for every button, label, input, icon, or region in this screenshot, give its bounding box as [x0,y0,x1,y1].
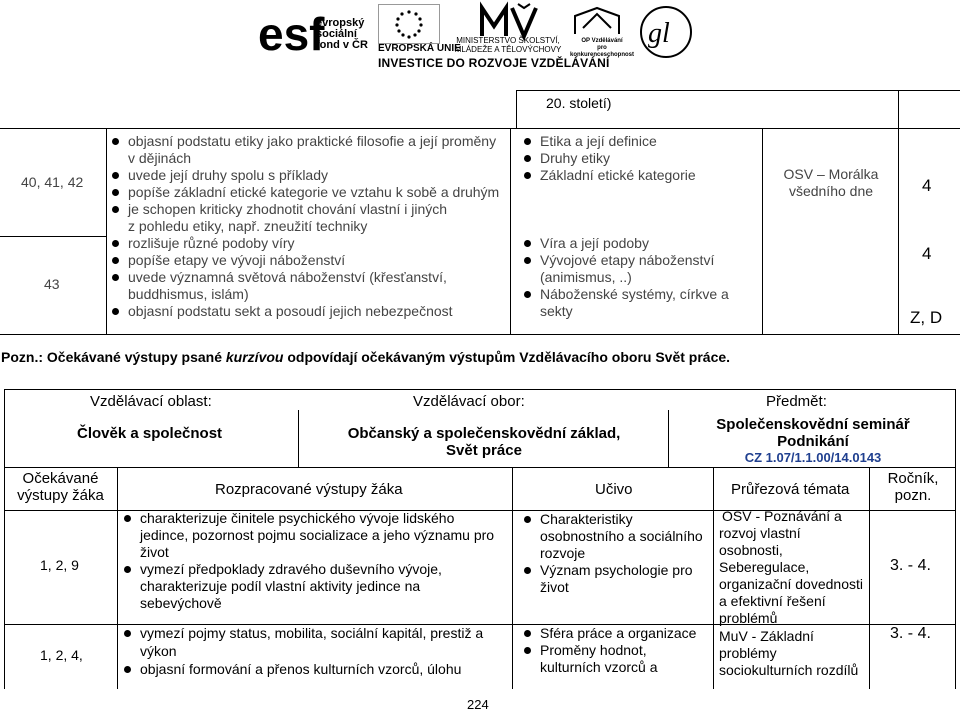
esf-text: evropský sociální fond v ČR [316,17,368,51]
list-item: z pohledu etiky, např. zneužití techniky [128,218,368,234]
area-label: Vzdělávací oblast: [90,393,212,410]
top-cell-text: 20. století) [546,95,612,111]
t2-row1-curriculum [520,511,703,596]
note: Pozn.: Očekávané výstupy psané kurzívou odpovídají očekávaným výstupům Vzdělávacího oboru Svět práce. [1,349,731,365]
t2-row2-curriculum [520,625,696,676]
col-curriculum: Učivo [595,481,633,498]
list-item: je schopen kriticky zhodnotit chování vlastní i jiných [108,201,499,218]
list-item: rozvoje [540,545,586,561]
list-item: sebevýchově [140,595,222,611]
row2-outputs-id: 43 [44,276,60,292]
list-item: výkon [140,643,177,659]
list-item: objasní podstatu etiky jako praktické filosofie a její proměny [108,133,499,150]
list-item: Vývojové etapy náboženství [520,252,729,269]
list-item: (animismus, ..) [540,269,632,285]
row1-cross: OSV – Morálka všedního dne [783,166,879,199]
subject-value: Společenskovědní seminář Podnikání CZ 1.07/1.1.00/14.0143 [716,416,910,465]
t2-row2-id: 1, 2, 4, [40,647,83,663]
op-logo-icon [567,4,627,40]
col-grade: Ročník, pozn. [887,470,939,504]
list-item: Základní etické kategorie [520,167,696,184]
list-item: Náboženské systémy, církve a [520,286,729,303]
eu-flag-icon [378,4,440,44]
op-text: OP Vzdělávání pro konkurenceschopnost [569,38,634,58]
col-cross: Průřezová témata [731,481,850,498]
msmt-text: MINISTERSTVO ŠKOLSTVÍ, MLÁDEŽE A TĚLOVÝCHOVY [454,36,562,54]
row2-hours: 4 [922,244,932,263]
list-item: Proměny hodnot, [520,642,696,659]
svg-text:gl: gl [648,18,670,49]
investice-text: INVESTICE DO ROZVOJE VZDĚLÁVÁNÍ [378,56,610,70]
row1-outputs-list [108,133,499,235]
logo-bar [0,0,960,85]
list-item: objasní podstatu sekt a posoudí jejich nebezpečnost [108,303,453,320]
t2-row2-cross: MuV - Základní problémy sociokulturních rozdílů [719,628,859,678]
list-item: vymezí pojmy status, mobilita, sociální kapitál, prestiž a [120,625,483,642]
eu-text: EVROPSKÁ UNIE [378,43,461,54]
list-item: v dějinách [128,150,192,166]
t2-row1-outputs [120,510,494,612]
list-item: jedince, pozornost pojmu socializace a jeho významu pro [140,527,495,543]
list-item: charakterizuje činitele psychického vývoje lidského [120,510,494,527]
esf-logo-icon [258,8,325,60]
row1-hours: 4 [922,176,932,195]
list-item: popíše základní etické kategorie ve vztahu k sobě a druhým [108,184,499,201]
list-item: Sféra práce a organizace [520,625,696,642]
list-item: vymezí předpoklady zdravého duševního vývoje, [120,561,494,578]
t2-row2-grade: 3. - 4. [890,625,931,642]
list-item: rozlišuje různé podoby víry [108,235,453,252]
gl-logo-icon [638,4,694,60]
list-item: uvede významná světová náboženství (křesťanství, [108,269,453,286]
list-item: Víra a její podoby [520,235,729,252]
list-item: popíše etapy ve vývoji náboženství [108,252,453,269]
field-value: Občanský a společenskovědní základ, Svět práce [347,425,621,459]
list-item: život [140,544,169,560]
col-expected: Očekávané výstupy žáka [17,470,104,504]
list-item: život [540,579,569,595]
list-item: Etika a její definice [520,133,696,150]
t2-row1-cross: OSV - Poznávání a rozvoj vlastní osobnosti, Seberegulace, organizační dovednosti a efektivní řešení problémů [719,508,863,626]
list-item: sekty [540,303,573,319]
col-elaborated: Rozpracované výstupy žáka [215,481,403,498]
field-label: Vzdělávací obor: [413,393,525,410]
t2-row1-grade: 3. - 4. [890,557,931,574]
area-value: Člověk a společnost [77,425,223,442]
svg-text:esf: esf [258,8,325,60]
list-item: objasní formování a přenos kulturních vzorců, úlohu [120,661,483,678]
list-item: charakterizuje podíl vlastní aktivity jedince na [140,578,421,594]
list-item: buddhismus, islám) [128,286,249,302]
row1-curriculum-list [520,133,696,184]
row2-outputs-list [108,235,453,320]
page-number: 224 [467,697,489,712]
row1-outputs-id: 40, 41, 42 [21,174,84,190]
list-item: Druhy etiky [520,150,696,167]
list-item: osobnostního a sociálního [540,528,703,544]
list-item: uvede její druhy spolu s příklady [108,167,499,184]
row2-grade: Z, D [910,308,943,327]
row2-curriculum-list [520,235,729,320]
list-item: Charakteristiky [520,511,703,528]
list-item: Význam psychologie pro [520,562,703,579]
subject-label: Předmět: [766,393,827,410]
t2-row2-outputs [120,625,483,678]
t2-row1-id: 1, 2, 9 [40,557,79,573]
list-item: kulturních vzorců a [540,659,658,675]
